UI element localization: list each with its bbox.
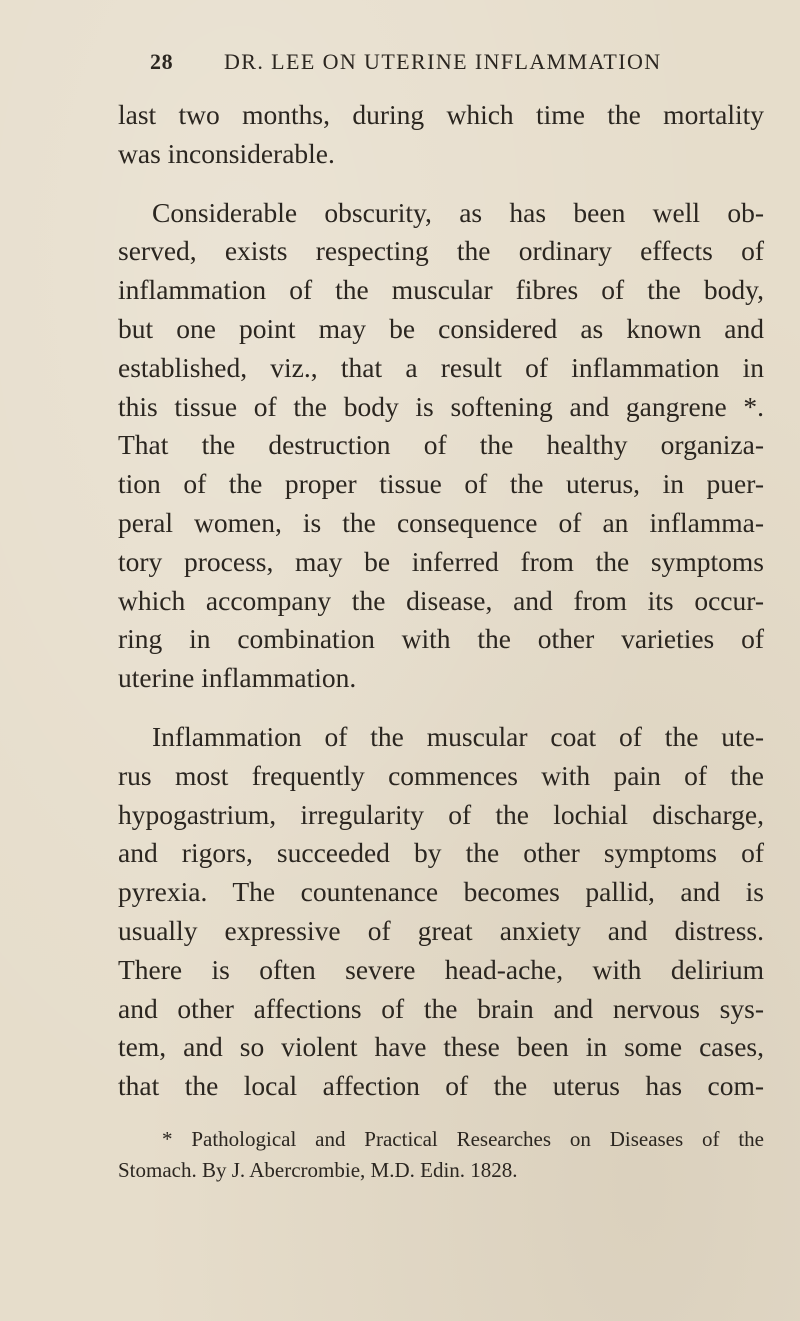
text-line: That the destruction of the healthy organiza- (118, 429, 764, 461)
paragraph (118, 718, 764, 1106)
text-line: tem, and so violent have these been in some cases, (118, 1031, 764, 1063)
paragraph (118, 96, 764, 174)
footnote (118, 1124, 764, 1186)
text-line: rus most frequently commences with pain of the (118, 759, 764, 791)
page-number: 28 (150, 49, 174, 74)
body-text (118, 96, 764, 1106)
text-line: Inflammation of the muscular coat of the ute- (152, 720, 764, 752)
text-line: served, exists respecting the ordinary effects of (118, 235, 764, 267)
text-line: established, viz., that a result of inflammation in (118, 351, 764, 383)
text-line: tory process, may be inferred from the symptoms (118, 545, 764, 577)
footnote-line: * Pathological and Practical Researches on Diseases of the (162, 1127, 764, 1151)
text-line: uterine inflammation. (118, 662, 357, 694)
text-line: last two months, during which time the mortality (118, 99, 764, 130)
text-line: and other affections of the brain and nervous sys- (118, 992, 764, 1024)
footnote-line: Stomach. By J. Abercrombie, M.D. Edin. 1828. (118, 1158, 518, 1182)
text-line: which accompany the disease, and from its occur- (118, 584, 764, 616)
text-line: There is often severe head-ache, with delirium (118, 953, 764, 985)
text-line: and rigors, succeeded by the other symptoms of (118, 837, 764, 869)
text-line: Considerable obscurity, as has been well ob- (152, 196, 764, 228)
text-line: tion of the proper tissue of the uterus, in puer- (118, 468, 764, 500)
text-line: peral women, is the consequence of an inflamma- (118, 506, 764, 538)
text-line: that the local affection of the uterus has com- (118, 1070, 764, 1102)
running-title: DR. LEE ON UTERINE INFLAMMATION (224, 49, 662, 74)
text-line: hypogastrium, irregularity of the lochial discharge, (118, 798, 764, 830)
text-line: this tissue of the body is softening and gangrene *. (118, 390, 764, 422)
text-line: pyrexia. The countenance becomes pallid, and is (118, 876, 764, 908)
text-line: inflammation of the muscular fibres of the body, (118, 274, 764, 306)
paragraph (118, 194, 764, 698)
text-line: but one point may be considered as known and (118, 312, 764, 344)
text-line: usually expressive of great anxiety and distress. (118, 914, 764, 946)
text-line: ring in combination with the other varieties of (118, 623, 764, 655)
text-line: was inconsiderable. (118, 137, 335, 169)
running-header (150, 49, 710, 75)
